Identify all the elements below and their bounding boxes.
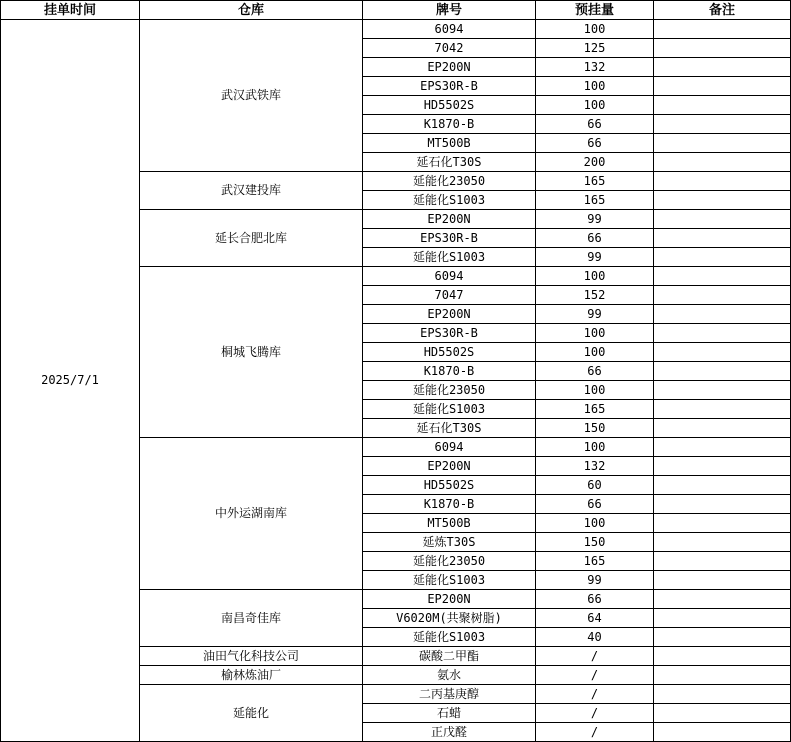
grade-cell: 延能化S1003 [363,400,536,419]
remarks-cell [654,191,791,210]
remarks-cell [654,533,791,552]
quantity-cell: 66 [536,362,654,381]
quantity-cell: 100 [536,267,654,286]
remarks-cell [654,39,791,58]
grade-cell: MT500B [363,134,536,153]
grade-cell: EP200N [363,457,536,476]
remarks-cell [654,647,791,666]
remarks-cell [654,419,791,438]
warehouse-cell: 武汉武铁库 [140,20,363,172]
quantity-cell: / [536,666,654,685]
grade-cell: EPS30R-B [363,229,536,248]
remarks-cell [654,514,791,533]
quantity-cell: 200 [536,153,654,172]
warehouse-cell: 南昌奇佳库 [140,590,363,647]
remarks-cell [654,476,791,495]
remarks-cell [654,96,791,115]
remarks-cell [654,343,791,362]
quantity-cell: 100 [536,20,654,39]
quantity-cell: / [536,704,654,723]
grade-cell: 6094 [363,20,536,39]
grade-cell: 7042 [363,39,536,58]
quantity-cell: 100 [536,324,654,343]
remarks-cell [654,362,791,381]
date-cell: 2025/7/1 [1,20,140,742]
quantity-cell: 165 [536,400,654,419]
grade-cell: MT500B [363,514,536,533]
grade-cell: 碳酸二甲酯 [363,647,536,666]
grade-cell: EP200N [363,305,536,324]
remarks-cell [654,172,791,191]
quantity-cell: 99 [536,571,654,590]
remarks-cell [654,571,791,590]
remarks-cell [654,590,791,609]
quantity-cell: 132 [536,457,654,476]
quantity-cell: 40 [536,628,654,647]
grade-cell: EP200N [363,590,536,609]
header-grade: 牌号 [363,1,536,20]
quantity-cell: 99 [536,210,654,229]
remarks-cell [654,210,791,229]
quantity-cell: 66 [536,134,654,153]
grade-cell: 延能化23050 [363,552,536,571]
warehouse-cell: 榆林炼油厂 [140,666,363,685]
grade-cell: EPS30R-B [363,77,536,96]
remarks-cell [654,552,791,571]
grade-cell: 氨水 [363,666,536,685]
remarks-cell [654,20,791,39]
remarks-cell [654,495,791,514]
grade-cell: EP200N [363,210,536,229]
quantity-cell: 66 [536,229,654,248]
remarks-cell [654,305,791,324]
grade-cell: 延石化T30S [363,419,536,438]
grade-cell: V6020M(共聚树脂) [363,609,536,628]
grade-cell: 正戊醛 [363,723,536,742]
remarks-cell [654,77,791,96]
remarks-cell [654,723,791,742]
grade-cell: 延石化T30S [363,153,536,172]
table-body [1,20,791,742]
grade-cell: 6094 [363,438,536,457]
warehouse-cell: 桐城飞腾库 [140,267,363,438]
grade-cell: 延炼T30S [363,533,536,552]
grade-cell: 二丙基庚醇 [363,685,536,704]
quantity-cell: 99 [536,248,654,267]
remarks-cell [654,685,791,704]
remarks-cell [654,609,791,628]
remarks-cell [654,153,791,172]
quantity-cell: 60 [536,476,654,495]
remarks-cell [654,229,791,248]
quantity-cell: 64 [536,609,654,628]
quantity-cell: 165 [536,172,654,191]
remarks-cell [654,134,791,153]
remarks-cell [654,286,791,305]
remarks-cell [654,381,791,400]
quantity-cell: / [536,723,654,742]
quantity-cell: 99 [536,305,654,324]
grade-cell: K1870-B [363,362,536,381]
quantity-cell: 100 [536,96,654,115]
grade-cell: HD5502S [363,476,536,495]
quantity-cell: 152 [536,286,654,305]
quantity-cell: 100 [536,381,654,400]
remarks-cell [654,628,791,647]
quantity-cell: 66 [536,495,654,514]
warehouse-cell: 中外运湖南库 [140,438,363,590]
remarks-cell [654,400,791,419]
warehouse-cell: 延长合肥北库 [140,210,363,267]
quantity-cell: 125 [536,39,654,58]
quantity-cell: 165 [536,191,654,210]
remarks-cell [654,438,791,457]
remarks-cell [654,58,791,77]
table-row [1,20,791,39]
remarks-cell [654,704,791,723]
grade-cell: HD5502S [363,96,536,115]
header-row [1,1,791,20]
grade-cell: 延能化S1003 [363,248,536,267]
remarks-cell [654,457,791,476]
warehouse-cell: 油田气化科技公司 [140,647,363,666]
grade-cell: 延能化23050 [363,381,536,400]
grade-cell: 延能化23050 [363,172,536,191]
grade-cell: HD5502S [363,343,536,362]
quantity-cell: 132 [536,58,654,77]
grade-cell: 延能化S1003 [363,571,536,590]
quantity-cell: 100 [536,438,654,457]
grade-cell: 延能化S1003 [363,191,536,210]
quantity-cell: 100 [536,77,654,96]
grade-cell: K1870-B [363,495,536,514]
grade-cell: EPS30R-B [363,324,536,343]
grade-cell: 石蜡 [363,704,536,723]
quantity-cell: 100 [536,514,654,533]
remarks-cell [654,115,791,134]
remarks-cell [654,666,791,685]
header-warehouse: 仓库 [140,1,363,20]
grade-cell: 6094 [363,267,536,286]
quantity-cell: / [536,647,654,666]
quantity-cell: 150 [536,533,654,552]
remarks-cell [654,248,791,267]
quantity-cell: 100 [536,343,654,362]
grade-cell: 延能化S1003 [363,628,536,647]
warehouse-cell: 延能化 [140,685,363,742]
grade-cell: K1870-B [363,115,536,134]
quantity-cell: 66 [536,590,654,609]
remarks-cell [654,267,791,286]
header-quantity: 预挂量 [536,1,654,20]
header-remarks: 备注 [654,1,791,20]
remarks-cell [654,324,791,343]
quantity-cell: 66 [536,115,654,134]
header-date: 挂单时间 [1,1,140,20]
grade-cell: 7047 [363,286,536,305]
warehouse-cell: 武汉建投库 [140,172,363,210]
quantity-cell: 165 [536,552,654,571]
quantity-cell: / [536,685,654,704]
grade-cell: EP200N [363,58,536,77]
quantity-cell: 150 [536,419,654,438]
